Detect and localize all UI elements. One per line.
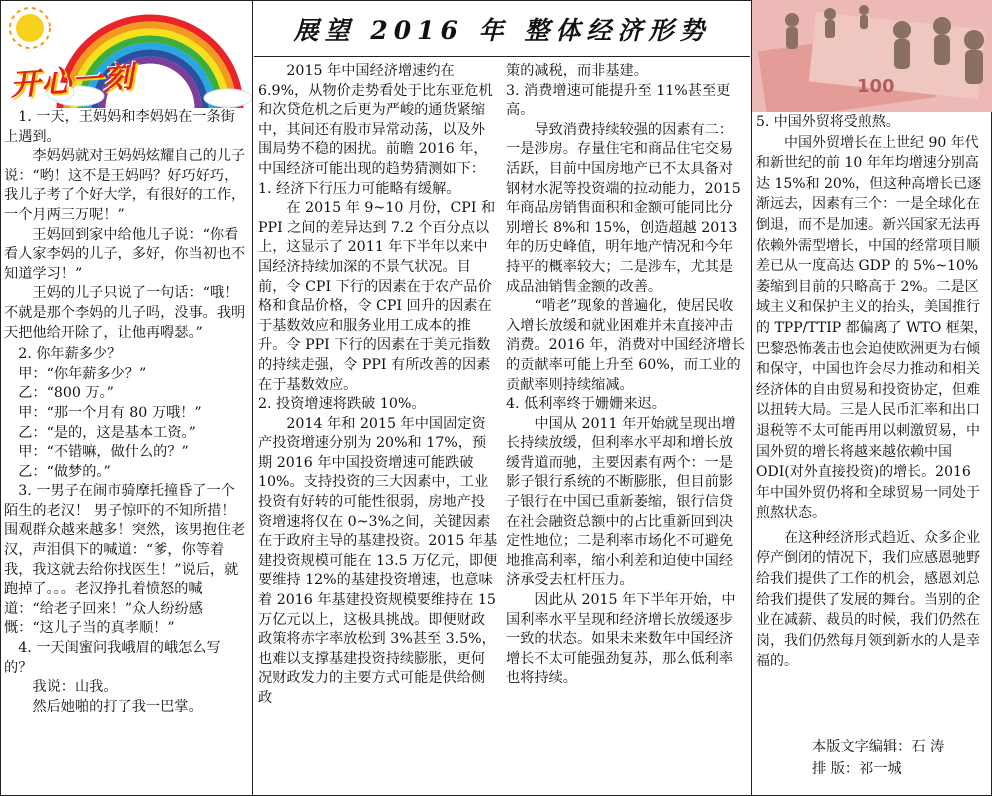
section-heading: 2. 投资增速将跌破 10%。 [258,396,426,413]
joke-paragraph: 王妈的儿子只说了一句话：“哦！不就是那个李妈的儿子吗，没事。我明天把他给开除了，让他再嘚瑟。” [4,285,246,341]
article-paragraph: 在这种经济形式趋近、众多企业停产倒闭的情况下，我们应感恩驰野给我们提供了工作的机会，感恩刘总给我们提供了发展的舞台。当别的企业在减薪、裁员的时候，我们仍然在岗，我们仍然每月领到新水的人是幸福的。 [756,529,980,670]
logo-happy-moment [0,0,252,108]
economy-column-2 [506,62,746,689]
article-paragraph: 2015 年中国经济增速约在 6.9%，从物价走势看处于比东亚危机和次贷危机之后更为严峻的通货紧缩中，其间还有股市异常动荡，以及外围局势不稳的困扰。前瞻 2016 年，中国经济可能出现的趋势猜测如下： [258,63,493,177]
layout-credit: 排 版：祁一城 [812,761,902,777]
section-heading: 4. 低利率终于姗姗来迟。 [506,396,666,413]
article-paragraph: 中国从 2011 年开始就呈现出增长持续放缓，但利率水平却和增长放缓背道而驰，主要因素有两个：一是影子银行系统的不断膨胀，但目前影子银行在中国已重新萎缩，银行信贷在社会融资总额中的占比重新回到决定性地位；二是利率市场化不可避免地推高利率，缩小利差和迫使中国经济承受去杠杆压力。 [506,415,736,589]
joke-dialogue-line: 乙：“是的，这是基本工资。” [18,424,196,441]
article-paragraph: 策的减税，而非基建。 [506,63,648,79]
money-figurines-icon [752,0,992,112]
section-heading: 1. 经济下行压力可能略有缓解。 [258,180,461,197]
article-paragraph: 在 2015 年 9~10 月份，CPI 和 PPI 之间的差异达到 7.2 个百分点以上，这显示了 2011 年下半年以来中国经济持续加深的不景气状况。目前，令 CPI 下行的因素在于农产品价格和食品价格，令 CPI 回升的因素在于基数效应和服务业用工成本的推升。令 PPI 下行的因素在于美元指数的持续走强，令 PPI 有所改善的因素在于基数效应。 [258,200,496,393]
headline-rule [254,56,750,57]
joke-dialogue-line: 甲：“不错嘛，做什么的？” [18,444,189,461]
page-title: 展望 2016 年 整体经济形势 [293,16,711,45]
article-paragraph: 2014 年和 2015 年中国固定资产投资增速分别为 20%和 17%，预期 2016 年中国投资增速可能跌破 10%。支持投资的三大因素中，工业投资有好转的可能性很弱，房地产投资增速将仅在 0~3%之间，关键因素在于政府主导的基建投资。2015 年基建投资规模可能在 13.5 万亿元，即便要维持 12%的基建投资增速，也意味着 2016 年基建投资规模要维持在 15 万亿元以上，这极具挑战。即便财政政策将赤字率放松到 3%甚至 3.5%，也难以支撑基建投资持续膨胀，更何况财政发力的主要方式可能是供给侧政 [258,415,498,706]
column-divider [751,0,752,796]
money-figurines-image [752,0,992,112]
joke-paragraph: 4. 一天闺蜜问我峨眉的峨怎么写的？ [4,640,221,676]
joke-paragraph: 我说：山我。 [32,679,118,696]
column-divider [252,0,253,796]
section-heading: 5. 中国外贸将受煎熬。 [756,114,900,130]
article-paragraph: “啃老”现象的普遍化，使居民收入增长放缓和就业困难并未直接冲击消费。2016 年，消费对中国经济增长的贡献率可能上升至 60%，而工业的贡献率则持续缩减。 [506,298,746,393]
article-paragraph: 导致消费持续较强的因素有二：一是涉房。存量住宅和商品住宅交易活跃，目前中国房地产已不太具备对钢材水泥等投资端的拉动能力，2015 年商品房销售面积和金额可能同比分别增长 8%和 15%，创造超越 2013 年的历史峰值，明年地产情况和今年持平的概率较大；二是涉车，尤其是成品油销售金额的改善。 [506,121,741,295]
joke-dialogue-line: 甲：“那一个月有 80 万哦！” [18,404,202,421]
svg-text:100: 100 [857,76,895,97]
joke-paragraph: 1. 一天，王妈妈和李妈妈在一条街上遇到。 [4,109,235,145]
editor-credit: 本版文字编辑：石 涛 [812,739,945,755]
joke-paragraph: 王妈回到家中给他儿子说：“你看看人家李妈的儿子，多好，你当初也不知道学习！” [4,226,246,282]
joke-paragraph: 然后她啪的打了我一巴掌。 [32,698,203,715]
joke-paragraph: 李妈妈就对王妈妈炫耀自己的儿子说：“哟！这不是王妈吗？好巧好巧，我儿子考了个好大学，有很好的工作，一个月两三万呢！” [4,148,246,223]
article-paragraph: 中国外贸增长在上世纪 90 年代和新世纪的前 10 年年均增速分别高达 15%和 20%，但这种高增长已逐渐远去，因素有三个：一是全球化在倒退，而不是加速。新兴国家无法再依赖外需型增长，中国的经常项目顺差已从一度高达 GDP 的 5%~10%萎缩到目前的只略高于 2%。二是区域主义和保护主义的抬头，美国推行的 TPP/TTIP 都偏离了 WTO 框架，巴黎恐怖袭击也会迫使欧洲更为右倾和保守，中国也许会尽力推动和相关经济体的自由贸易和投资协定，但难以扭转大局。三是人民币汇率和出口退税等不太可能再用以刺激贸易，中国外贸的增长将越来越依赖中国 ODI(对外直接投资)的增长。2016 年中国外贸仍将和全球贸易一同处于煎熬状态。 [756,134,988,522]
joke-dialogue-line: 甲：“你年薪多少？” [18,365,147,382]
trade-column [756,112,988,672]
article-paragraph: 因此从 2015 年下半年开始，中国利率水平呈现和经济增长放缓逐步一致的状态。如果未来数年中国经济增长不太可能强劲复苏，那么低利率也将持续。 [506,592,736,687]
jokes-column [4,108,248,717]
logo-text: 开心一刻 [9,59,136,104]
joke-dialogue-line: 乙：“做梦的。” [18,463,111,480]
joke-paragraph: 3. 一男子在闹市骑摩托撞昏了一个陌生的老汉！ 男子惊吓的不知所措！围观群众越来越多！突然，该男抱住老汉，声泪俱下的喊道：“爹，你等着我，我这就去给你找医生！”说后，就跑掉了。。。老汉挣扎着愤怒的喊道：“给老子回来！”众人纷纷感慨：“这儿子当的真孝顺！” [4,483,246,637]
sun-icon [10,8,50,48]
economy-column-1 [258,62,498,709]
joke-dialogue-line: 乙：“800 万。” [18,385,114,402]
section-heading: 3. 消费增速可能提升至 11%甚至更高。 [506,82,731,119]
joke-paragraph: 2. 你年薪多少？ [18,346,122,363]
